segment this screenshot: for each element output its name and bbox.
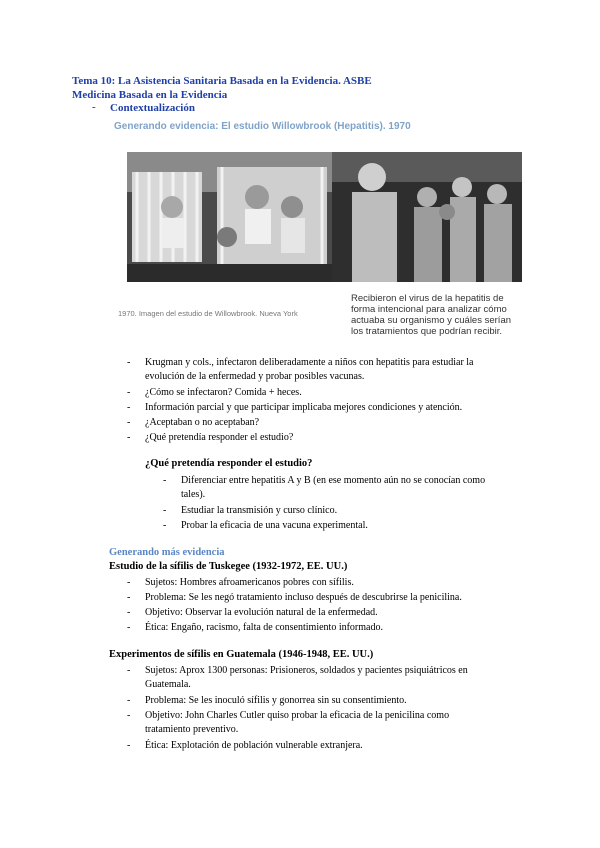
subsection-bullet: - <box>92 101 96 113</box>
caption-right-line: Recibieron el virus de la hepatitis de <box>351 293 504 304</box>
question-heading: ¿Qué pretendía responder el estudio? <box>145 458 313 469</box>
list-item: ¿Aceptaban o no aceptaban? <box>145 417 260 428</box>
bullet-marker: - <box>127 357 131 368</box>
willowbrook-photo-left <box>127 152 332 282</box>
subsection-title: Contextualización <box>110 102 195 114</box>
list-item-line: Krugman y cols., infectaron deliberadamente a niños con hepatitis para estudiar la <box>145 357 474 368</box>
list-item <box>145 709 530 737</box>
list-item-line: Sujetos: Aprox 1300 personas: Prisioneros, soldados y pacientes psiquiátricos en <box>145 665 468 676</box>
list-item: ¿Qué pretendía responder el estudio? <box>145 432 294 443</box>
bullet-marker: - <box>163 520 167 531</box>
bullet-marker: - <box>127 607 131 618</box>
more-evidence-heading: Generando más evidencia <box>109 547 225 558</box>
bullet-marker: - <box>127 577 131 588</box>
list-item <box>145 664 530 692</box>
guatemala-title: Experimentos de sífilis en Guatemala (1946-1948, EE. UU.) <box>109 649 374 660</box>
list-item-line: Guatemala. <box>145 679 191 690</box>
figure-caption-top: Generando evidencia: El estudio Willowbrook (Hepatitis). 1970 <box>114 121 411 132</box>
list-item: Problema: Se les inoculó sífilis y gonorrea sin su consentimiento. <box>145 695 407 706</box>
list-item-line: tales). <box>181 489 206 500</box>
caption-right-line: forma intencional para analizar cómo <box>351 304 507 315</box>
tuskegee-title: Estudio de la sífilis de Tuskegee (1932-1972, EE. UU.) <box>109 561 348 572</box>
list-item-line: Objetivo: John Charles Cutler quiso probar la eficacia de la penicilina como <box>145 710 450 721</box>
boys-image <box>332 152 522 282</box>
list-item: Objetivo: Observar la evolución natural de la enfermedad. <box>145 607 378 618</box>
caption-right-line: actuaba su organismo y cuáles serían <box>351 315 512 326</box>
bullet-marker: - <box>127 592 131 603</box>
list-item <box>181 474 541 502</box>
bullet-marker: - <box>127 695 131 706</box>
bullet-marker: - <box>127 432 131 443</box>
bullet-marker: - <box>163 475 167 486</box>
bullet-marker: - <box>127 387 131 398</box>
list-item: Problema: Se les negó tratamiento incluso después de descubrirse la penicilina. <box>145 592 462 603</box>
page-title: Tema 10: La Asistencia Sanitaria Basada en la Evidencia. ASBE <box>72 75 372 87</box>
list-item-line: Diferenciar entre hepatitis A y B (en ese momento aún no se conocían como <box>181 475 486 486</box>
caption-right-line: los tratamientos que podrían recibir. <box>351 326 503 337</box>
bullet-marker: - <box>127 665 131 676</box>
bullet-marker: - <box>163 505 167 516</box>
list-item: Estudiar la transmisión y curso clínico. <box>181 505 338 516</box>
bullet-marker: - <box>127 710 131 721</box>
figure-caption-right <box>351 293 511 337</box>
list-item: Ética: Explotación de población vulnerable extranjera. <box>145 740 363 751</box>
list-item: Sujetos: Hombres afroamericanos pobres con sífilis. <box>145 577 354 588</box>
bullet-marker: - <box>127 402 131 413</box>
bullet-marker: - <box>127 417 131 428</box>
list-item-line: tratamiento preventivo. <box>145 724 239 735</box>
list-item: Información parcial y que participar implicaba mejores condiciones y atención. <box>145 402 463 413</box>
bullet-marker: - <box>127 740 131 751</box>
list-item <box>145 356 535 384</box>
list-item: Ética: Engaño, racismo, falta de consentimiento informado. <box>145 622 383 633</box>
list-item: ¿Cómo se infectaron? Comida + heces. <box>145 387 302 398</box>
page-subtitle: Medicina Basada en la Evidencia <box>72 89 228 101</box>
figure-caption-left: 1970. Imagen del estudio de Willowbrook. Nueva York <box>118 309 298 318</box>
list-item: Probar la eficacia de una vacuna experimental. <box>181 520 368 531</box>
willowbrook-photo-right <box>332 152 522 282</box>
cribs-image <box>127 152 332 282</box>
bullet-marker: - <box>127 622 131 633</box>
list-item-line: evolución de la enfermedad y probar posibles vacunas. <box>145 371 365 382</box>
